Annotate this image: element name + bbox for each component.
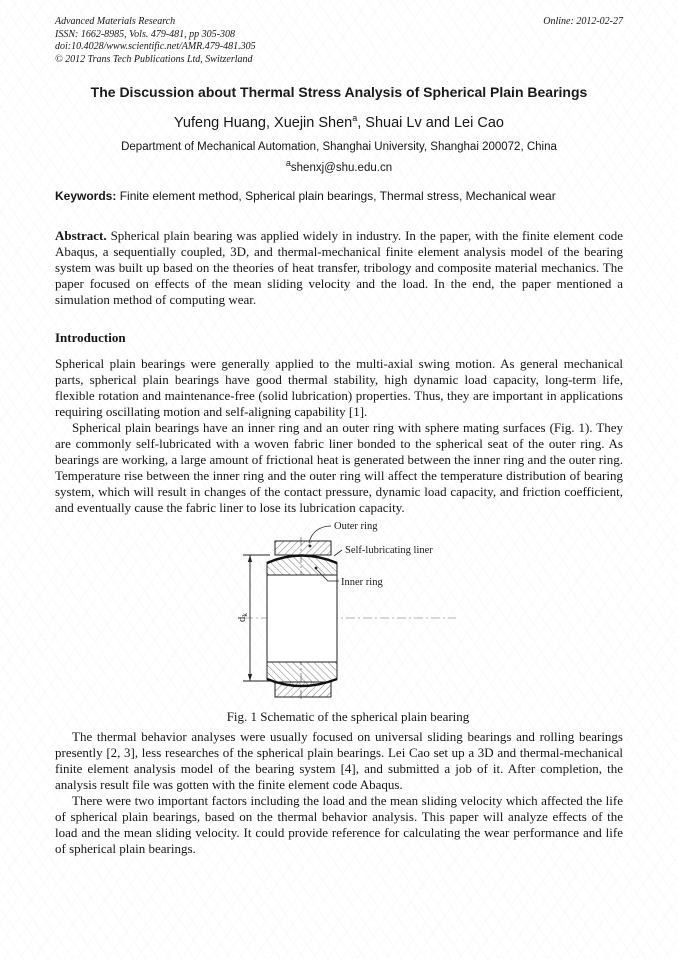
outer-ring-leader bbox=[309, 526, 331, 543]
outer-ring-dot bbox=[309, 545, 312, 548]
paper-title: The Discussion about Thermal Stress Analysis of Spherical Plain Bearings bbox=[90, 84, 588, 100]
abstract bbox=[55, 228, 623, 308]
liner-leader bbox=[334, 550, 342, 556]
authors-line bbox=[55, 114, 623, 132]
closing-paragraph-2: There were two important factors including the load and the mean sliding velocity which affected the life of spherical plain bearings, based on the thermal behavior analysis. This paper will analyze effects of the load and the mean sliding velocity. It could provide reference for calculating the wear performance and life of spherical plain bearings. bbox=[55, 793, 623, 856]
keywords-text: Finite element method, Spherical plain bearings, Thermal stress, Mechanical wear bbox=[119, 189, 556, 203]
journal-header bbox=[55, 16, 623, 66]
dimension-arrow-top bbox=[248, 555, 252, 562]
inner-ring-body bbox=[267, 575, 337, 662]
email-affiliation-mark: a bbox=[285, 158, 291, 169]
figure-1 bbox=[238, 516, 468, 709]
affiliation: Department of Mechanical Automation, Shanghai University, Shanghai 200072, China bbox=[121, 141, 557, 153]
section-heading-introduction: Introduction bbox=[55, 330, 126, 345]
email-line bbox=[55, 158, 623, 175]
abstract-text: Spherical plain bearing was applied widely in industry. In the paper, with the finite element code Abaqus, a sequentially coupled, 3D, and thermal-mechanical finite element analysis model of the bearing system was built up based on the theories of heat transfer, tribology and composite material mechanics. The paper focused on effects of the mean sliding velocity and the load. In the end, the paper mentioned a simulation method of computing wear. bbox=[55, 228, 624, 307]
figure-caption: Fig. 1 Schematic of the spherical plain bearing bbox=[226, 709, 470, 724]
online-date: Online: 2012-02-27 bbox=[543, 16, 623, 27]
closing-paragraph-1: The thermal behavior analyses were usually focused on universal sliding bearings and rolling bearings presently [2, 3], less researches of the spherical plain bearings. Lei Cao set up a 3D and thermal-mechanical finite element analysis model of the bearing system [4], and submitted a job of it. After completion, the analysis result file was gotten with the finite element code Abaqus. bbox=[55, 729, 623, 792]
issn-line: ISSN: 1662-8985, Vols. 479-481, pp 305-308 bbox=[55, 28, 235, 40]
bearing-schematic bbox=[238, 516, 468, 704]
outer-ring-top bbox=[275, 541, 331, 555]
intro-paragraph-1: Spherical plain bearings were generally applied to the multi-axial swing motion. As general mechanical parts, spherical plain bearings have good thermal stability, high dynamic load capacity, long-term life, flexible rotation and maintenance-free (solid lubrication) properties. Thus, they are important in applications requiring oscillating motion and self-aligning capability [1]. bbox=[55, 356, 623, 419]
outer-ring-label: Outer ring bbox=[334, 521, 378, 532]
keywords-label: Keywords: bbox=[55, 189, 117, 203]
email-address: shenxj@shu.edu.cn bbox=[290, 162, 393, 174]
liner-label: Self-lubricating liner bbox=[345, 545, 433, 556]
authors-part2: , Shuai Lv and Lei Cao bbox=[357, 115, 504, 131]
dimension-label: dk bbox=[238, 613, 249, 622]
abstract-label: Abstract. bbox=[55, 228, 107, 243]
authors-part1: Yufeng Huang, Xuejin Shen bbox=[174, 115, 353, 131]
copyright-line: © 2012 Trans Tech Publications Ltd, Switzerland bbox=[55, 53, 253, 65]
author-affiliation-mark: a bbox=[352, 113, 358, 124]
inner-ring-label: Inner ring bbox=[341, 577, 383, 588]
keywords-line bbox=[55, 189, 623, 204]
inner-ring-dot bbox=[315, 567, 318, 570]
doi-line: doi:10.4028/www.scientific.net/AMR.479-481.305 bbox=[55, 41, 256, 52]
intro-paragraph-2: Spherical plain bearings have an inner ring and an outer ring with sphere mating surfaces (Fig. 1). They are commonly self-lubricated with a woven fabric liner bonded to the spherical seat of the outer ring. As bearings are working, a large amount of frictional heat is generated between the inner ring and the outer ring. Temperature rise between the inner ring and the outer ring will affect the temperature distribution of bearing system, which will result in changes of the contact pressure, dynamic load capacity, and friction coefficient, and eventually cause the fabric liner to lose its lubrication capacity. bbox=[55, 420, 623, 515]
journal-name: Advanced Materials Research bbox=[55, 16, 176, 27]
dimension-arrow-bottom bbox=[248, 674, 252, 681]
